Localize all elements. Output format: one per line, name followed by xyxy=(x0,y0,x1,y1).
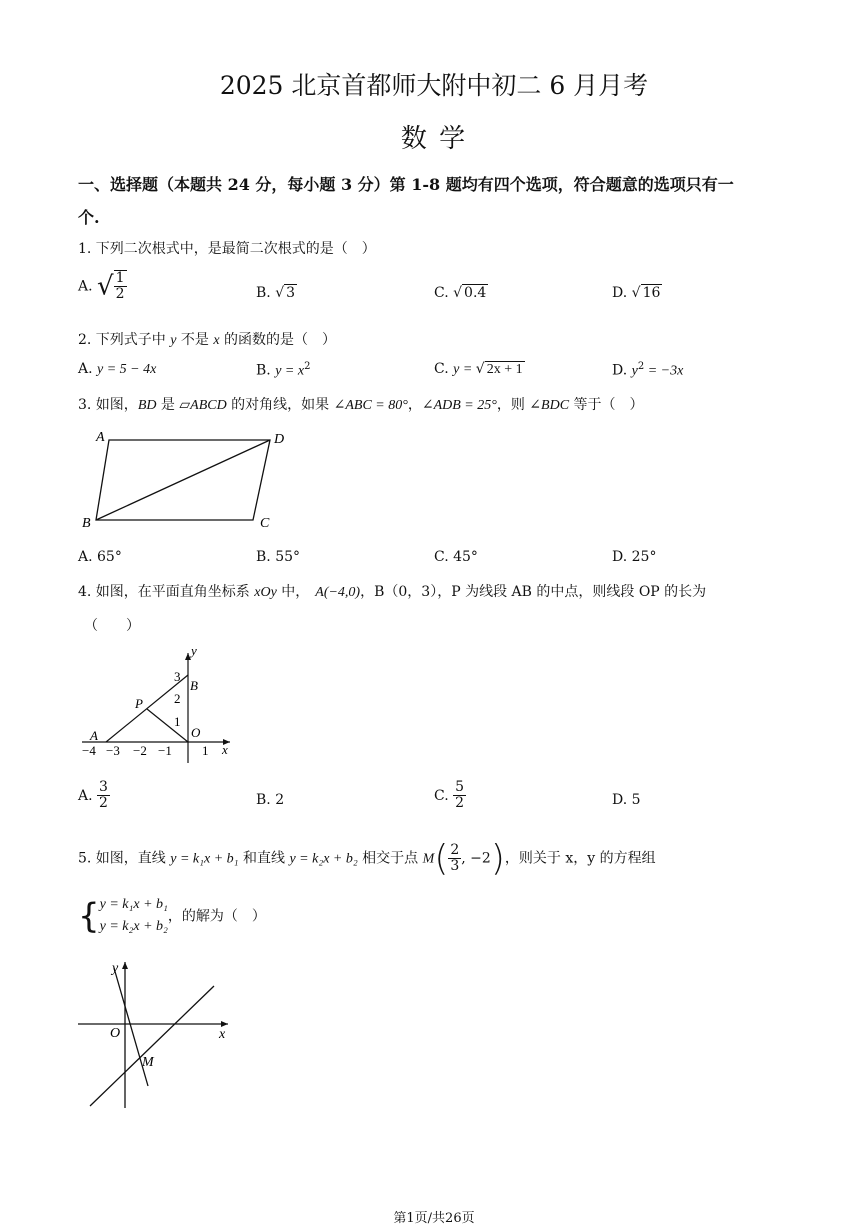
question-4-option-b: B. 2 xyxy=(256,792,285,808)
question-4-answer-paren: （ ） xyxy=(84,618,140,634)
x-tick-1: 1 xyxy=(202,743,209,758)
question-2-option-b: B. $y = x^2$ xyxy=(256,361,311,379)
question-4-stem: 4. 如图，在平面直角坐标系 xOy 中， A(−4,0)，B（0，3），P 为线段 AB 的中点，则线段 OP 的长为 xyxy=(78,584,707,600)
origin-label: O xyxy=(191,725,201,740)
question-3-option-b: B. 55° xyxy=(256,549,301,565)
question-2-option-d: D. $y^2 = -3x$ xyxy=(612,361,684,379)
document-title: 2025 北京首都师大附中初二 6 月月考 xyxy=(219,71,649,100)
question-2-option-a: A. y = 5 − 4x xyxy=(78,361,157,377)
x-tick-neg2: −2 xyxy=(133,743,147,758)
question-5-stem: 5. 如图，直线 y = k₁x + b₁ 和直线 y = k₂x + b₂ 相交于点 M( $\frac{2}{3}$ , −2)，则关于 x，y 的方程组 xyxy=(78,838,656,879)
x-axis-label: x xyxy=(219,1027,226,1042)
y-axis-arrow xyxy=(122,962,128,969)
y-tick-3: 3 xyxy=(174,669,181,684)
vertex-c-label: C xyxy=(260,516,270,531)
two-lines-figure xyxy=(78,958,238,1113)
x-tick-neg3: −3 xyxy=(106,743,120,758)
vertex-b-label: B xyxy=(82,516,91,531)
question-5-system: { y = k₁x + b₁ y = k₂x + b₂ ，的解为（ ） xyxy=(78,894,266,939)
line-2 xyxy=(90,986,214,1106)
question-4-option-c: C. $\frac{5}{2}$ xyxy=(434,779,465,812)
option-label: A. xyxy=(78,278,93,295)
point-p-label: P xyxy=(135,696,143,711)
question-3-option-a: A. 65° xyxy=(78,549,122,565)
system-equation-2: y = k₂x + b₂ xyxy=(99,919,168,935)
parallelogram-figure xyxy=(78,425,298,535)
origin-label: O xyxy=(110,1026,121,1041)
x-tick-neg1: −1 xyxy=(158,743,172,758)
coordinate-figure xyxy=(78,645,248,770)
question-2-option-c: C. y = √ 2x + 1 xyxy=(434,361,523,377)
vertex-d-label: D xyxy=(274,432,285,447)
question-4-option-d: D. 5 xyxy=(612,792,641,808)
question-1-option-a: A. √ $\frac{1}{2}$ xyxy=(78,270,125,303)
question-1-stem: 1. 下列二次根式中，是最简二次根式的是（ ） xyxy=(78,241,376,257)
x-tick-neg4: −4 xyxy=(82,743,96,758)
fraction: $\frac{1}{2}$ xyxy=(115,270,125,303)
question-1-option-c: C. √ 0.4 xyxy=(434,285,487,301)
vertex-a-label: A xyxy=(96,430,105,445)
segment-op xyxy=(147,709,188,742)
x-axis-label: x xyxy=(222,742,228,757)
section-heading-line2: 个. xyxy=(78,208,100,227)
question-1-option-d: D. √ 16 xyxy=(612,285,661,301)
y-axis-label: y xyxy=(112,961,119,976)
fraction: $\frac{2}{3}$ xyxy=(450,841,460,874)
question-3-stem: 3. 如图，BD 是 ▱ABCD 的对角线，如果 ∠ABC = 80°，∠ADB = 25°，则 ∠BDC 等于（ ） xyxy=(78,397,644,413)
question-4-option-a: A. $\frac{3}{2}$ xyxy=(78,779,108,812)
point-a-label: A xyxy=(90,728,98,743)
y-axis-label: y xyxy=(191,645,197,658)
point-m-label: M xyxy=(142,1055,154,1070)
question-2-stem: 2. 下列式子中 y 不是 x 的函数的是（ ） xyxy=(78,332,337,348)
system-equation-1: y = k₁x + b₁ xyxy=(99,897,168,912)
question-3-option-d: D. 25° xyxy=(612,549,657,565)
section-heading-line1: 一、选择题（本题共 24 分，每小题 3 分）第 1-8 题均有四个选项，符合题意的选项只有一 xyxy=(78,175,734,194)
subject-title: 数 学 xyxy=(400,124,468,154)
question-3-option-c: C. 45° xyxy=(434,549,478,565)
y-tick-2: 2 xyxy=(174,691,181,706)
question-1-option-b: B. √ 3 xyxy=(256,285,296,301)
point-b-label: B xyxy=(190,678,198,693)
fraction: $\frac{3}{2}$ xyxy=(99,779,108,812)
fraction: $\frac{5}{2}$ xyxy=(455,779,465,812)
diagonal-bd xyxy=(96,440,270,520)
y-tick-1: 1 xyxy=(174,714,181,729)
page-number: 第1页/共26页 xyxy=(393,1211,475,1226)
